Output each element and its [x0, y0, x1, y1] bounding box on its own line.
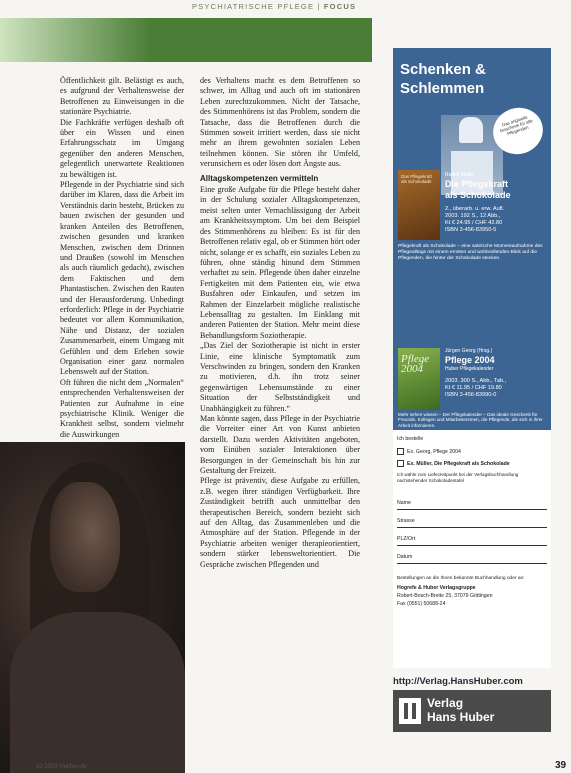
address-intro: Bestellungen an die Ihnen bekannte Buchhandlung oder an: — [397, 576, 525, 581]
paragraph: Öffentlichkeit gilt. Belästigt es auch, es aufgrund der Verhaltensweise der Betroffenen zu Einweisungen in die stationäre Psychiatrie. — [60, 76, 184, 117]
ad-panel — [393, 48, 551, 430]
paragraph: Pflegende in der Psychiatrie sind sich darüber im Klaren, dass die Arbeit im Verständnis darin besteht, Brücken zu bauen zwischen der gesunden und kranken Anteilen des Betroffenen, zwischen gesunden und kranken Menschen, zwischen dem Drinnen und Draußen (sowohl im Menschen als auch räumlich gedacht), zwischen dem Faktischen und dem Phantastischen. Zwischen den Rauten und der Herausforderung. Unbedingt erforderlich: Pflege in der Psychiatrie bedeutet vor allem Kommunikation, Nähe und Distanz, der sozialen Zusammenarbeit, einem Umgang mit Gefühlen und dem Erleben sowie Organisation einer ganz normalen Lebenswelt auf der Station. — [60, 180, 184, 377]
ad-title: Schenken & Schlemmen — [400, 61, 486, 97]
field-date[interactable]: Datum — [397, 554, 547, 564]
book1-author: Rudolf Müller — [445, 172, 475, 178]
book2-author: Jürgen Georg (Hrsg.) — [445, 348, 493, 354]
order-note: Ich wähle zum Lieferzeitpunkt bei der Verlagsbuchhandlung nachstehender Schokoladentafel — [397, 472, 519, 483]
footer-issue: 10 2003 Heilberufe — [36, 764, 87, 770]
order-form[interactable] — [393, 430, 551, 668]
section-label: PSYCHIATRISCHE PFLEGE — [192, 2, 315, 11]
book-cover-schokolade[interactable]: Das Pflegekraft als Schokolade — [398, 170, 440, 240]
quote-paragraph: „Das Ziel der Soziotherapie ist nicht in erster Linie, eine klinische Symptomatik zum Verschwinden zu bringen, sondern den Kranken zu motivieren, d.h. ihn trotz seiner gegenwärtigen Lebensumstände zu einer Situation der Selbstständigkeit und Unabhängigkeit zu führen.“ — [200, 341, 360, 413]
gift-badge: Das originelle Geschenk für alle Pflegenden — [487, 101, 549, 160]
page-header — [0, 0, 571, 14]
order-heading: Ich bestelle — [397, 436, 424, 442]
field-street[interactable]: Strasse — [397, 518, 547, 528]
order-item-pflege[interactable]: Ex. Georg, Pflege 2004 — [397, 448, 547, 455]
green-banner — [0, 18, 372, 62]
book2-blurb: Mehr sehen wissen – Der Pflegekalender – Das ideale Geschenk für Freunde, Kollegen und Mitarbeiterinnen, die Pflegende, die sich in ihrer Arbeit informieren. — [398, 412, 543, 428]
publisher-logo-icon — [399, 698, 421, 724]
book1-title-2: als Schokolade — [445, 190, 511, 200]
article-column-2 — [200, 76, 360, 570]
order-item-schokolade[interactable]: Ex. Müller, Die Pflegekraft als Schokolade — [397, 460, 547, 467]
order-checkbox[interactable] — [397, 460, 404, 467]
book2-title: Pflege 2004 — [445, 355, 495, 365]
field-name[interactable]: Name — [397, 500, 547, 510]
paragraph: des Verhaltens macht es dem Betroffenen so schwer, im Alltag und auch oft im stationären Leben zurechtzukommen. Nicht der Tatsache, des Stimmenhörens ist das Problem, sondern die Tatsache, dass die Betroffenen durch die Stimmen soweit irritiert werden, dass sie nicht mehr an ihrem gewohnten sozialen Leben teilnehmen können. Sie stören ihr Umfeld, verunsichern es oder lösen dort Ängste aus. — [200, 76, 360, 169]
article-column-1 — [60, 76, 184, 440]
advertisement[interactable] — [393, 48, 551, 668]
book1-details: 2., überarb. u. erw. Aufl. 2003. 192 S., 12 Abb., Kt € 24.95 / CHF 42.80 ISBN 3-456-83950-5 — [445, 206, 505, 233]
address-street: Robert-Bosch-Breite 25, 37079 Göttingen — [397, 593, 493, 599]
publisher-name: Verlag Hans Huber — [427, 696, 495, 724]
book2-details: 2003. 300 S., Abb., Tab., Kt € 11.95 / CHF 19.80 ISBN 3-456-83990-0 — [445, 378, 507, 398]
book-cover-pflege-2004[interactable]: Pflege 2004 — [398, 348, 440, 410]
subheading: Alltagskompetenzen vermitteln — [200, 173, 319, 183]
paragraph: Oft führen die nicht dem „Normalen“ entsprechenden Verhaltensweisen der Patienten zur Aufnahme in eine psychiatrische Klinik. Weniger die Krankheit selbst, sondern vielmehr die Auswirkungen — [60, 377, 184, 439]
page-number: 39 — [555, 760, 567, 771]
address-publisher: Hogrefe & Huber Verlagsgruppe — [397, 585, 476, 591]
focus-label: FOCUS — [323, 2, 357, 11]
field-city[interactable]: PLZ/Ort — [397, 536, 547, 546]
book1-blurb: Pflegekraft als Schokolade – eine satirische Momentaufnahme des Pflegealltags mit einem ernsten und wohlwollenden Blick auf die Pflegenden, die hinter der Schokolade stecken. — [398, 244, 543, 262]
publisher-logo-block — [393, 690, 551, 732]
order-checkbox[interactable] — [397, 448, 404, 455]
book2-subtitle: Huber Pflegekalender — [445, 366, 494, 372]
paragraph: Pflege ist präventiv, diese Aufgabe zu erfüllen, z.B. wegen ihrer ständigen Verfügbarkeit. Ihre Zuständigkeit betrifft auch unmittelbar den therapeutischen Bereich, sondern bezieht sich auf den Alltag, das Zusammenleben und die Atmosphäre auf der Station. Pflegende in der Psychiatrie arbeiten weniger therapieorientiert, sondern stärker lebensweltorientiert. Die Gespräche zwischen Pflegenden und — [200, 476, 360, 569]
publisher-url[interactable]: http://Verlag.HansHuber.com — [393, 676, 523, 687]
paragraph: Die Fachkräfte verfügen deshalb oft über ein Wissen und einen Erfahrungsschatz im Umgang gegenüber den anderen Menschen, gelegentlich unerwartete Reaktionen zu bewältigen ist. — [60, 117, 184, 179]
paragraph: Eine große Aufgabe für die Pflege besteht daher in der Schulung sozialer Alltagskompetenzen, meist selten unter Vernachlässigung der Arbeit am Krankheitssymptom. Um bei dem Beispiel des Stimmenhörens zu bleiben: Es ist für den Betroffenen relativ egal, ob er Stimmen hört oder nicht, solange er es schafft, ein soziales Leben zu führen, ohne ständig hinund dem Stimmen verhaftet zu sein. Pflegende üben daher einzelne Fertigkeiten mit dem Patienten ein, wie etwa Busfahren oder Einkaufen, und setzen im Rahmen der Einzelarbeit mögliche realistische Lebensalltag zu gestalten. Im Einklang mit anderen Patienten der Station. Mehr meint diese Behandlungsform Soziotherapie. — [200, 185, 360, 340]
section-header: PSYCHIATRISCHE PFLEGE | FOCUS — [192, 2, 357, 11]
article-photo — [0, 442, 185, 773]
book1-title: Die Pflegekraft — [445, 179, 509, 189]
paragraph: Man könnte sagen, dass Pflege in der Psychiatrie die Vorreiter einer Art von Kunst anbieten darstellt. Dazu werden Aktivitäten angeboten, vom Einüben sozialer Interaktionen über Besorgungen in der Gemeinschaft bis hin zur Gestaltung der Freizeit. — [200, 414, 360, 476]
address-fax: Fax (0551) 50688-24 — [397, 601, 446, 607]
